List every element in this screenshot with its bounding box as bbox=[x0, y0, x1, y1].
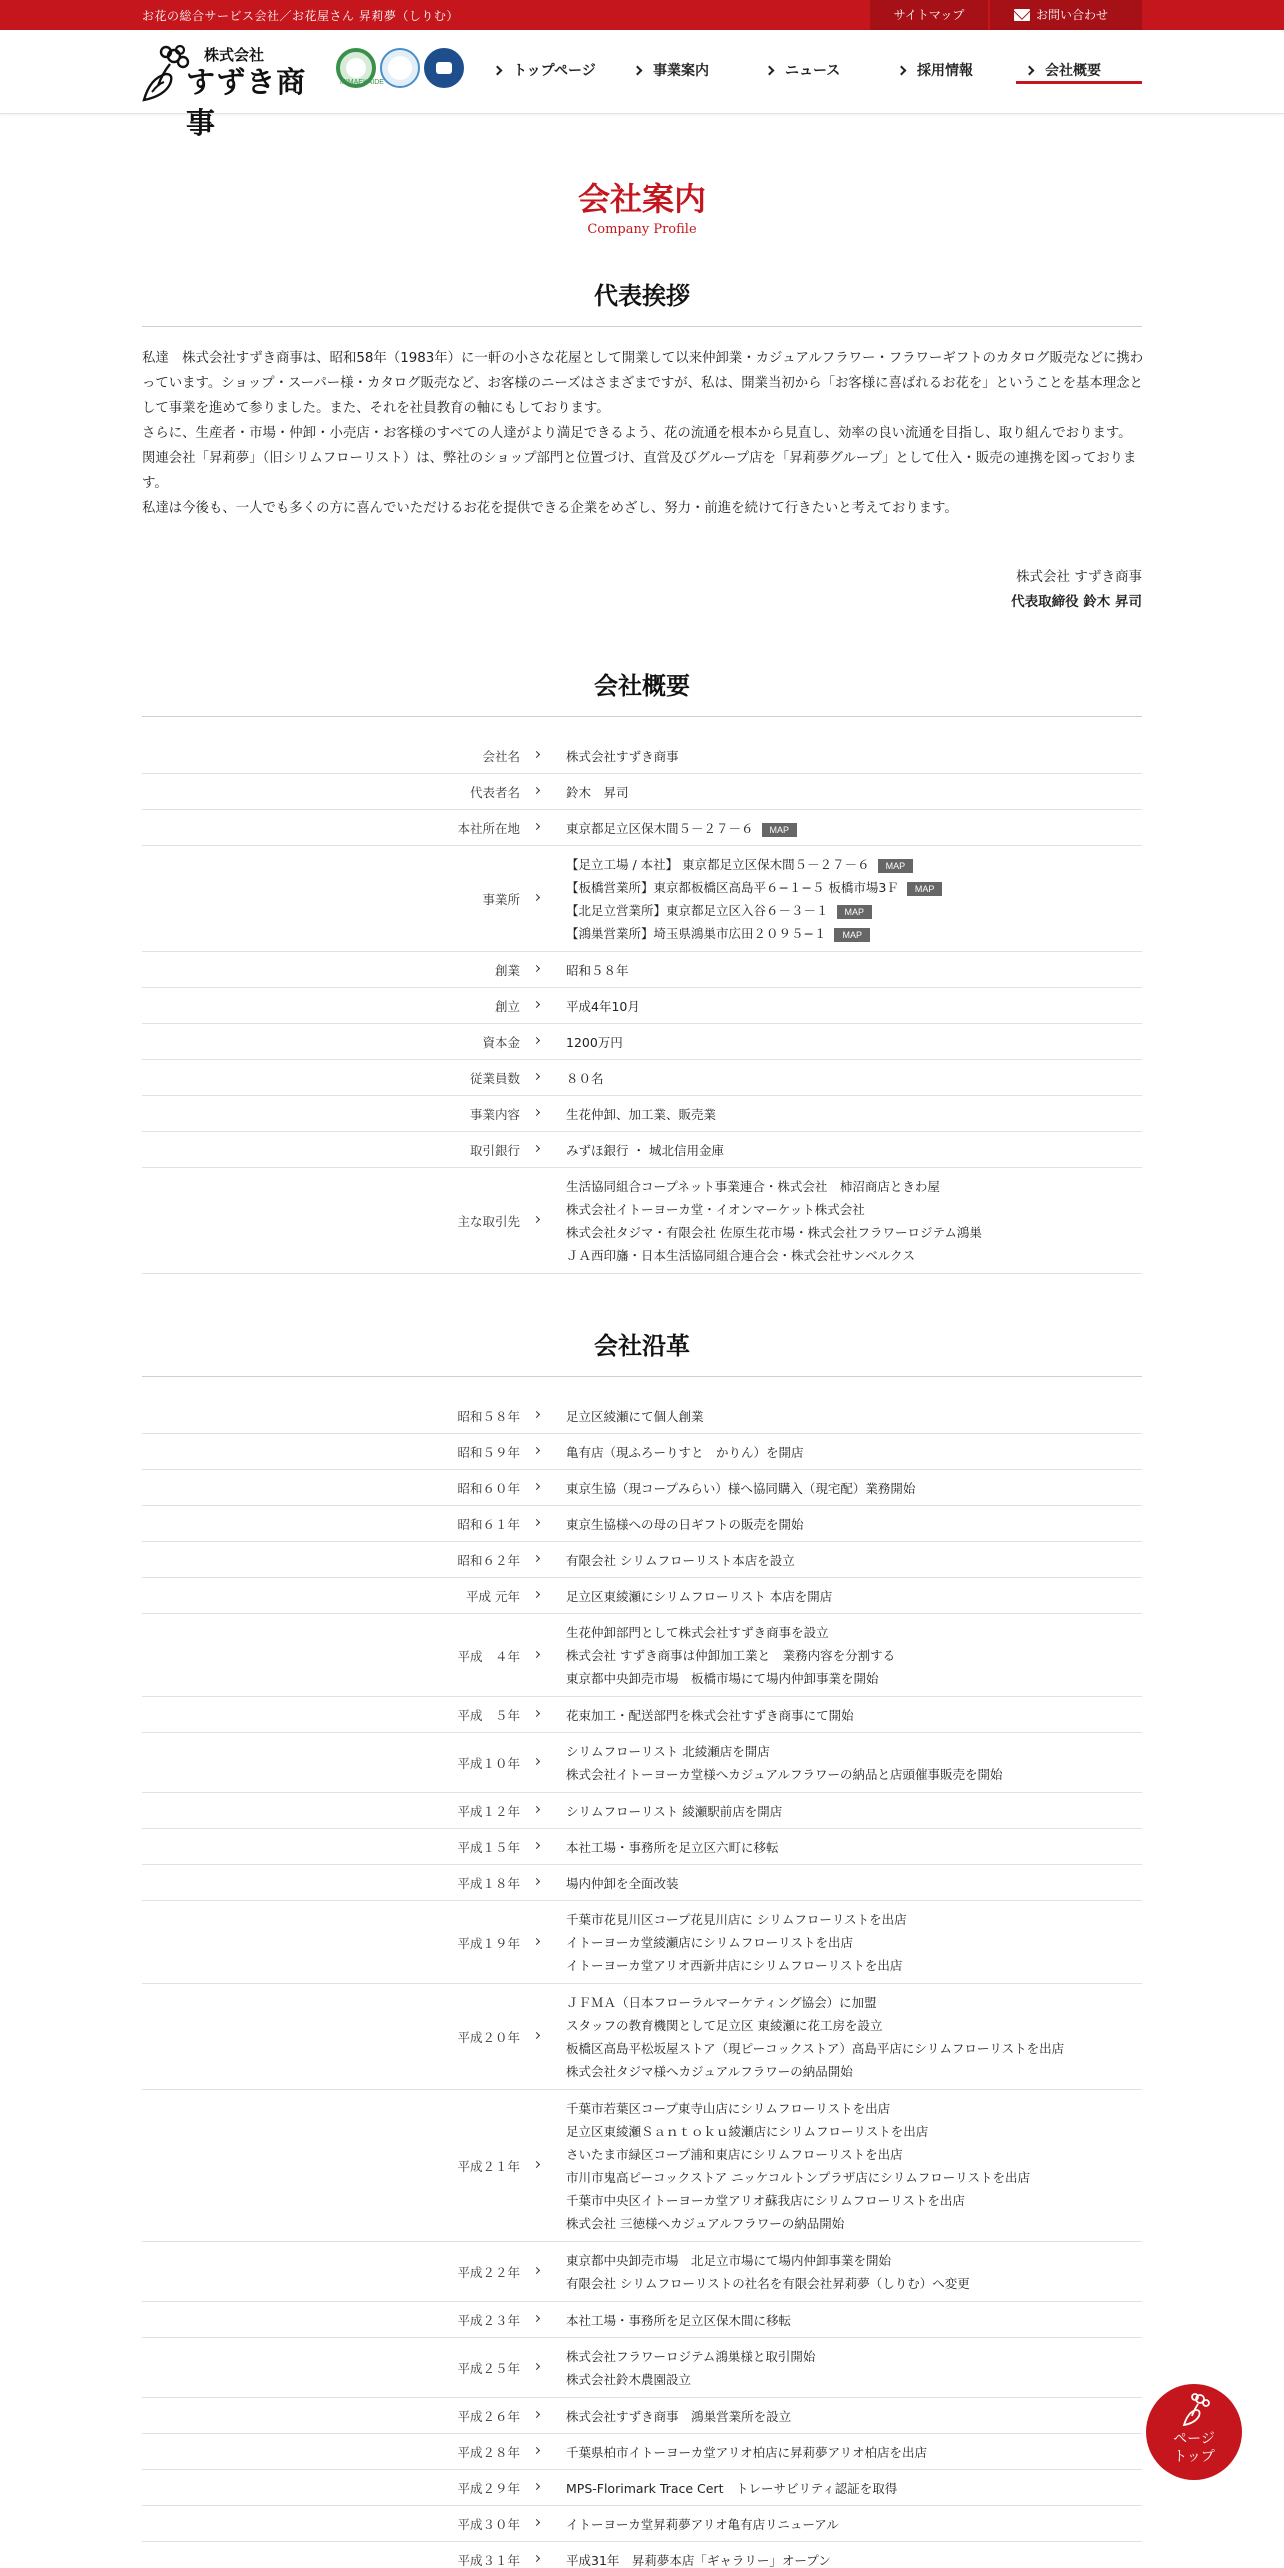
row-value bbox=[566, 781, 1142, 804]
chevron-right-icon bbox=[533, 823, 540, 830]
table-row bbox=[142, 846, 1142, 952]
value-line bbox=[566, 2166, 1142, 2189]
row-value bbox=[566, 1740, 1142, 1786]
chevron-right-icon bbox=[533, 1411, 540, 1418]
page-top-label-2: トップ bbox=[1173, 2449, 1215, 2465]
value-text: スタッフの教育機関として足立区 東綾瀬に花工房を設立 bbox=[566, 2018, 883, 2033]
site-tagline: お花の総合サービス会社／お花屋さん 昇莉夢（しりむ） bbox=[142, 9, 459, 23]
value-line bbox=[566, 1549, 1142, 1572]
row-value bbox=[566, 1175, 1142, 1267]
table-row bbox=[142, 1793, 1142, 1829]
chevron-right-icon bbox=[533, 2161, 540, 2168]
table-row bbox=[142, 1697, 1142, 1733]
truck-badge-icon bbox=[424, 48, 464, 88]
value-line bbox=[566, 1800, 1142, 1823]
table-row bbox=[142, 810, 1142, 846]
greeting-paragraph: さらに、生産者・市場・仲卸・小売店・お客様のすべての人達がより満足できるよう、花の流通を根本から見直し、効率の良い流通を目指し、取り組んでおります。 bbox=[142, 426, 1132, 441]
table-row bbox=[142, 952, 1142, 988]
table-row bbox=[142, 2470, 1142, 2506]
value-line bbox=[566, 1103, 1142, 1126]
row-label: 創立 bbox=[494, 999, 520, 1014]
table-row bbox=[142, 1901, 1142, 1984]
main-nav bbox=[494, 30, 1142, 114]
row-value bbox=[566, 2345, 1142, 2391]
nav-company[interactable]: 会社概要 bbox=[1016, 60, 1142, 84]
chevron-right-icon bbox=[533, 2483, 540, 2490]
map-button[interactable]: MAP bbox=[762, 823, 798, 837]
table-row bbox=[142, 1434, 1142, 1470]
value-text: 株式会社すずき商事 鴻巣営業所を設立 bbox=[566, 2409, 792, 2424]
value-line bbox=[566, 2309, 1142, 2332]
row-label: 主な取引先 bbox=[457, 1214, 520, 1229]
row-label: 事業内容 bbox=[469, 1107, 520, 1122]
value-line bbox=[566, 2143, 1142, 2166]
row-value bbox=[566, 1103, 1142, 1126]
row-value bbox=[566, 2097, 1142, 2235]
table-row bbox=[142, 738, 1142, 774]
row-value bbox=[566, 1405, 1142, 1428]
top-bar bbox=[0, 0, 1284, 30]
row-value bbox=[566, 1585, 1142, 1608]
row-label: 代表者名 bbox=[469, 785, 520, 800]
value-text: 昭和５８年 bbox=[566, 963, 629, 978]
row-label: 平成 元年 bbox=[466, 1589, 520, 1604]
mimaekaide-badge-icon: MIMAEKAIDE bbox=[336, 48, 376, 88]
value-line bbox=[566, 995, 1142, 1018]
value-text: 東京都足立区保木間５－２７－６ bbox=[566, 821, 754, 836]
row-value bbox=[566, 745, 1142, 768]
row-label: 平成２３年 bbox=[457, 2313, 520, 2328]
row-value bbox=[566, 1441, 1142, 1464]
logo-name: すずき商事 bbox=[186, 65, 307, 140]
value-line bbox=[566, 2272, 1142, 2295]
value-text: みずほ銀行 ・ 城北信用金庫 bbox=[566, 1143, 724, 1158]
value-text: さいたま市緑区コープ浦和東店にシリムフローリストを出店 bbox=[566, 2147, 903, 2162]
value-text: MPS-Florimark Trace Cert トレーサビリティ認証を取得 bbox=[566, 2481, 898, 2496]
chevron-right-icon bbox=[533, 787, 540, 794]
value-line bbox=[566, 2097, 1142, 2120]
value-line bbox=[566, 2513, 1142, 2536]
row-label: 従業員数 bbox=[469, 1071, 520, 1086]
value-text: 生活協同組合コープネット事業連合・株式会社 柿沼商店ときわ屋 bbox=[566, 1179, 940, 1194]
value-line bbox=[566, 1740, 1142, 1763]
row-value bbox=[566, 1067, 1142, 1090]
chevron-right-icon bbox=[897, 66, 907, 76]
row-label: 平成２６年 bbox=[457, 2409, 520, 2424]
row-label: 平成２５年 bbox=[457, 2361, 520, 2376]
row-label: 平成 ４年 bbox=[457, 1648, 520, 1664]
nav-top-page[interactable]: トップページ bbox=[494, 60, 596, 84]
value-text: 株式会社フラワーロジテム鴻巣様と取引開始 bbox=[566, 2349, 816, 2364]
chevron-right-icon bbox=[533, 1447, 540, 1454]
value-text: 【足立工場 / 本社】 東京都足立区保木間５－２７－６ bbox=[566, 857, 870, 872]
chevron-right-icon bbox=[1025, 66, 1035, 76]
nav-business[interactable]: 事業案内 bbox=[634, 60, 709, 84]
page-top-label-1: ページ bbox=[1173, 2431, 1215, 2447]
chevron-right-icon bbox=[533, 1591, 540, 1598]
value-line bbox=[566, 2014, 1142, 2037]
value-text: 板橋区高島平松坂屋ストア（現ピーコックストア）高島平店にシリムフローリストを出店 bbox=[566, 2041, 1065, 2056]
map-button[interactable]: MAP bbox=[878, 859, 914, 873]
row-label: 昭和５８年 bbox=[457, 1409, 520, 1424]
row-value bbox=[566, 2441, 1142, 2464]
row-value bbox=[566, 1139, 1142, 1162]
mail-icon bbox=[1014, 9, 1030, 21]
chevron-right-icon bbox=[765, 66, 775, 76]
chevron-right-icon bbox=[533, 2267, 540, 2274]
chevron-right-icon bbox=[533, 1937, 540, 1944]
value-text: 足立区綾瀬にて個人創業 bbox=[566, 1409, 704, 1424]
row-value bbox=[566, 2405, 1142, 2428]
value-line bbox=[566, 781, 1142, 804]
table-row bbox=[142, 1733, 1142, 1793]
value-line bbox=[566, 1954, 1142, 1977]
table-row bbox=[142, 1984, 1142, 2090]
value-line bbox=[566, 959, 1142, 982]
value-text: イトーヨーカ堂綾瀬店にシリムフローリストを出店 bbox=[566, 1935, 854, 1950]
table-row bbox=[142, 774, 1142, 810]
row-value bbox=[566, 2549, 1142, 2568]
row-label: 昭和５９年 bbox=[457, 1445, 520, 1460]
greeting-paragraph: 私達 株式会社すずき商事は、昭和58年（1983年）に一軒の小さな花屋として開業して以来仲卸業・カジュアルフラワー・フラワーギフトのカタログ販売などに携わっています。ショップ・スーパー様・カタログ販売など、お客様のニーズはさまざまですが、私は、開業当初から「お客様に喜ばれるお花を」ということを基本理念として事業を進めて参りました。また、それを社員教育の軸にもしております。 bbox=[142, 351, 1144, 416]
value-line bbox=[566, 2405, 1142, 2428]
overview-heading: 会社概要 bbox=[594, 672, 690, 700]
greeting-paragraph: 関連会社「昇莉夢」（旧シリムフローリスト）は、弊社のショップ部門と位置づけ、直営及びグループ店を「昇莉夢グループ」として仕入・販売の連携を図っております。 bbox=[142, 451, 1137, 491]
value-line bbox=[566, 1031, 1142, 1054]
flower-icon bbox=[1182, 2392, 1210, 2426]
value-text: 株式会社 三徳様へカジュアルフラワーの納品開始 bbox=[566, 2216, 845, 2231]
value-text: ＪＦＭＡ（日本フローラルマーケティング協会）に加盟 bbox=[566, 1995, 877, 2010]
value-text: 【北足立営業所】東京都足立区入谷６－３－１ bbox=[566, 903, 829, 918]
chevron-right-icon bbox=[533, 1878, 540, 1885]
row-label: 平成１９年 bbox=[457, 1935, 520, 1951]
value-line bbox=[566, 1763, 1142, 1786]
row-label: 平成１８年 bbox=[457, 1876, 520, 1891]
value-text: 株式会社イトーヨーカ堂・イオンマーケット株式会社 bbox=[566, 1202, 865, 1217]
chevron-right-icon bbox=[533, 1758, 540, 1765]
flower-logo-icon bbox=[140, 44, 190, 102]
row-label: 平成１２年 bbox=[457, 1804, 520, 1819]
value-line bbox=[566, 1139, 1142, 1162]
value-text: 有限会社 シリムフローリストの社名を有限会社昇莉夢（しりむ）へ変更 bbox=[566, 2276, 970, 2291]
signature-company: 株式会社 すずき商事 bbox=[1016, 569, 1142, 585]
table-row bbox=[142, 1614, 1142, 1697]
row-value bbox=[566, 1621, 1142, 1690]
chevron-right-icon bbox=[533, 1650, 540, 1657]
chevron-right-icon bbox=[533, 2555, 540, 2562]
value-text: 足立区東綾瀬Ｓａｎｔｏｋｕ綾瀬店にシリムフローリストを出店 bbox=[566, 2124, 929, 2139]
value-text: 東京都中央卸売市場 板橋市場にて場内仲卸事業を開始 bbox=[566, 1671, 879, 1686]
row-label: 平成 ５年 bbox=[457, 1708, 520, 1723]
row-value bbox=[566, 1908, 1142, 1977]
company-logo[interactable] bbox=[140, 42, 326, 140]
value-line bbox=[566, 2060, 1142, 2083]
value-text: 株式会社鈴木農園設立 bbox=[566, 2372, 692, 2387]
history-heading: 会社沿革 bbox=[594, 1332, 690, 1360]
row-label: 平成２８年 bbox=[457, 2445, 520, 2460]
greeting-divider bbox=[142, 326, 1142, 327]
value-text: 株式会社イトーヨーカ堂様へカジュアルフラワーの納品と店頭催事販売を開始 bbox=[566, 1767, 1003, 1782]
value-text: 東京生協（現コープみらい）様へ協同購入（現宅配）業務開始 bbox=[566, 1481, 916, 1496]
row-label: 平成２０年 bbox=[457, 2030, 520, 2045]
row-value bbox=[566, 2249, 1142, 2295]
table-row bbox=[142, 2090, 1142, 2242]
greeting-text bbox=[142, 346, 1144, 521]
value-line bbox=[566, 2441, 1142, 2464]
value-text: 千葉市中央区イトーヨーカ堂アリオ蘇我店にシリムフローリストを出店 bbox=[566, 2193, 965, 2208]
row-value bbox=[566, 2477, 1142, 2500]
table-row bbox=[142, 988, 1142, 1024]
row-value bbox=[566, 1836, 1142, 1859]
value-text: シリムフローリスト 北綾瀬店を開店 bbox=[566, 1744, 770, 1759]
table-row bbox=[142, 2398, 1142, 2434]
chevron-right-icon bbox=[533, 2032, 540, 2039]
chevron-right-icon bbox=[533, 1073, 540, 1080]
table-row bbox=[142, 1168, 1142, 1274]
chevron-right-icon bbox=[533, 1555, 540, 1562]
value-text: イトーヨーカ堂アリオ西新井店にシリムフローリストを出店 bbox=[566, 1958, 903, 1973]
chevron-right-icon bbox=[533, 1519, 540, 1526]
chevron-right-icon bbox=[533, 751, 540, 758]
value-line bbox=[566, 899, 1142, 922]
table-row bbox=[142, 1024, 1142, 1060]
row-label: 平成２２年 bbox=[457, 2265, 520, 2280]
value-line bbox=[566, 2037, 1142, 2060]
map-button[interactable]: MAP bbox=[837, 905, 873, 919]
value-line bbox=[566, 1067, 1142, 1090]
value-text: 生花仲卸、加工業、販売業 bbox=[566, 1107, 717, 1122]
value-text: ＪＡ西印旛・日本生活協同組合連合会・株式会社サンベルクス bbox=[566, 1248, 916, 1263]
sitemap-link[interactable]: サイトマップ bbox=[870, 0, 988, 30]
row-value bbox=[566, 1800, 1142, 1823]
greeting-paragraph: 私達は今後も、一人でも多くの方に喜んでいただけるお花を提供できる企業をめざし、努力・前進を続けて行きたいと考えております。 bbox=[142, 501, 958, 516]
value-text: 東京都中央卸売市場 北足立市場にて場内仲卸事業を開始 bbox=[566, 2253, 892, 2268]
row-value bbox=[566, 1549, 1142, 1572]
value-line bbox=[566, 1836, 1142, 1859]
table-row bbox=[142, 1506, 1142, 1542]
value-text: 株式会社タジマ様へカジュアルフラワーの納品開始 bbox=[566, 2064, 853, 2079]
chevron-right-icon bbox=[533, 1806, 540, 1813]
value-line bbox=[566, 1621, 1142, 1644]
row-label: 平成２９年 bbox=[457, 2481, 520, 2496]
history-divider bbox=[142, 1376, 1142, 1377]
value-line bbox=[566, 1441, 1142, 1464]
value-line bbox=[566, 922, 1142, 945]
row-value bbox=[566, 1704, 1142, 1727]
value-line bbox=[566, 1872, 1142, 1895]
row-value bbox=[566, 853, 1142, 945]
table-row bbox=[142, 2242, 1142, 2302]
value-text: ８０名 bbox=[566, 1071, 604, 1086]
page-top-button[interactable] bbox=[1146, 2384, 1242, 2480]
chevron-right-icon bbox=[533, 1842, 540, 1849]
row-value bbox=[566, 1513, 1142, 1536]
contact-label: お問い合わせ bbox=[1036, 8, 1109, 22]
chevron-right-icon bbox=[533, 2315, 540, 2322]
row-value bbox=[566, 1031, 1142, 1054]
value-text: 本社工場・事務所を足立区六町に移転 bbox=[566, 1840, 779, 1855]
chevron-right-icon bbox=[533, 2447, 540, 2454]
table-row bbox=[142, 1829, 1142, 1865]
chevron-right-icon bbox=[533, 1037, 540, 1044]
row-label: 昭和６０年 bbox=[457, 1481, 520, 1496]
table-row bbox=[142, 2506, 1142, 2542]
table-row bbox=[142, 2302, 1142, 2338]
value-text: 生花仲卸部門として株式会社すずき商事を設立 bbox=[566, 1625, 829, 1640]
value-line bbox=[566, 1513, 1142, 1536]
value-line bbox=[566, 1477, 1142, 1500]
row-label: 平成３０年 bbox=[457, 2517, 520, 2532]
page-title: 会社案内 bbox=[577, 180, 706, 218]
table-row bbox=[142, 2434, 1142, 2470]
row-value bbox=[566, 959, 1142, 982]
page-subtitle: Company Profile bbox=[587, 222, 697, 237]
row-label: 会社名 bbox=[482, 749, 520, 764]
row-value bbox=[566, 1477, 1142, 1500]
value-text: 東京生協様への母の日ギフトの販売を開始 bbox=[566, 1517, 804, 1532]
row-label: 資本金 bbox=[482, 1035, 520, 1050]
value-line bbox=[566, 1175, 1142, 1198]
row-value bbox=[566, 1872, 1142, 1895]
row-label: 平成１０年 bbox=[457, 1756, 520, 1771]
chevron-right-icon bbox=[533, 1001, 540, 1008]
value-line bbox=[566, 817, 1142, 840]
value-line bbox=[566, 1667, 1142, 1690]
value-line bbox=[566, 1991, 1142, 2014]
chevron-right-icon bbox=[533, 894, 540, 901]
value-text: 本社工場・事務所を足立区保木間に移転 bbox=[566, 2313, 792, 2328]
value-text: 花束加工・配送部門を株式会社すずき商事にて開始 bbox=[566, 1708, 854, 1723]
value-line bbox=[566, 2345, 1142, 2368]
greeting-heading: 代表挨拶 bbox=[594, 282, 690, 310]
table-row bbox=[142, 1096, 1142, 1132]
chevron-right-icon bbox=[533, 965, 540, 972]
row-value bbox=[566, 995, 1142, 1018]
value-text: シリムフローリスト 綾瀬駅前店を開店 bbox=[566, 1804, 783, 1819]
value-text: 株式会社 すずき商事は仲卸加工業と 業務内容を分割する bbox=[566, 1648, 896, 1663]
value-line bbox=[566, 2249, 1142, 2272]
row-label: 事業所 bbox=[482, 892, 520, 907]
value-text: 【板橋営業所】東京都板橋区高島平６−１−５ 板橋市場3Ｆ bbox=[566, 880, 899, 895]
chevron-right-icon bbox=[533, 2519, 540, 2526]
value-text: 千葉市若葉区コープ東寺山店にシリムフローリストを出店 bbox=[566, 2101, 891, 2116]
row-label: 平成２１年 bbox=[457, 2159, 520, 2174]
value-line bbox=[566, 2189, 1142, 2212]
chevron-right-icon bbox=[533, 1145, 540, 1152]
row-label: 創業 bbox=[494, 963, 520, 978]
nav-recruit[interactable]: 採用情報 bbox=[898, 60, 973, 84]
table-row bbox=[142, 2338, 1142, 2398]
value-text: 鈴木 昇司 bbox=[566, 785, 629, 800]
nav-news[interactable]: ニュース bbox=[766, 60, 840, 84]
value-text: 市川市鬼高ピーコックストア ニッケコルトンプラザ店にシリムフローリストを出店 bbox=[566, 2170, 1030, 2185]
value-text: 亀有店（現ふろーりすと かりん）を開店 bbox=[566, 1445, 804, 1460]
value-text: 平成31年 昇莉夢本店「ギャラリー」オープン bbox=[566, 2553, 831, 2568]
row-label: 昭和６２年 bbox=[457, 1553, 520, 1568]
value-line bbox=[566, 1198, 1142, 1221]
row-label: 平成１５年 bbox=[457, 1840, 520, 1855]
row-value bbox=[566, 817, 1142, 840]
chevron-right-icon bbox=[533, 1483, 540, 1490]
chevron-right-icon bbox=[533, 2411, 540, 2418]
value-line bbox=[566, 1931, 1142, 1954]
table-row bbox=[142, 1470, 1142, 1506]
table-row bbox=[142, 1865, 1142, 1901]
value-line bbox=[566, 1644, 1142, 1667]
value-text: 足立区東綾瀬にシリムフローリスト 本店を開店 bbox=[566, 1589, 833, 1604]
site-header bbox=[0, 30, 1284, 140]
value-line bbox=[566, 745, 1142, 768]
table-row bbox=[142, 1398, 1142, 1434]
chevron-right-icon bbox=[533, 2363, 540, 2370]
value-line bbox=[566, 1908, 1142, 1931]
table-row bbox=[142, 1578, 1142, 1614]
value-line bbox=[566, 1704, 1142, 1727]
value-line bbox=[566, 1221, 1142, 1244]
signature-name: 代表取締役 鈴木 昇司 bbox=[1011, 594, 1142, 610]
value-line bbox=[566, 2477, 1142, 2500]
value-text: 千葉県柏市イトーヨーカ堂アリオ柏店に昇莉夢アリオ柏店を出店 bbox=[566, 2445, 928, 2460]
row-value bbox=[566, 2513, 1142, 2536]
value-text: イトーヨーカ堂昇莉夢アリオ亀有店リニューアル bbox=[566, 2517, 839, 2532]
value-line bbox=[566, 2212, 1142, 2235]
row-label: 本社所在地 bbox=[457, 821, 520, 836]
chevron-right-icon bbox=[533, 1109, 540, 1116]
chevron-right-icon bbox=[493, 66, 503, 76]
certification-badge-icon bbox=[380, 48, 420, 88]
value-text: 1200万円 bbox=[566, 1035, 623, 1050]
value-text: 【鴻巣営業所】埼玉県鴻巣市広田２０９５−１ bbox=[566, 926, 827, 941]
map-button[interactable]: MAP bbox=[907, 882, 943, 896]
table-row bbox=[142, 2542, 1142, 2568]
row-value bbox=[566, 1991, 1142, 2083]
value-text: 株式会社すずき商事 bbox=[566, 749, 679, 764]
value-text: 千葉市花見川区コープ花見川店に シリムフローリストを出店 bbox=[566, 1912, 907, 1927]
chevron-right-icon bbox=[633, 66, 643, 76]
row-label: 平成３１年 bbox=[457, 2553, 520, 2568]
value-text: 株式会社タジマ・有限会社 佐原生花市場・株式会社フラワーロジテム鴻巣 bbox=[566, 1225, 982, 1240]
overview-divider bbox=[142, 716, 1142, 717]
value-line bbox=[566, 853, 1142, 876]
value-line bbox=[566, 876, 1142, 899]
value-text: 場内仲卸を全面改装 bbox=[566, 1876, 679, 1891]
value-line bbox=[566, 2549, 1142, 2568]
value-text: 有限会社 シリムフローリスト本店を設立 bbox=[566, 1553, 795, 1568]
table-row bbox=[142, 1542, 1142, 1578]
value-line bbox=[566, 1585, 1142, 1608]
value-line bbox=[566, 2368, 1142, 2391]
map-button[interactable]: MAP bbox=[834, 928, 870, 942]
logo-prefix: 株式会社 bbox=[204, 46, 265, 64]
table-row bbox=[142, 1132, 1142, 1168]
contact-link[interactable] bbox=[990, 0, 1142, 30]
table-row bbox=[142, 1060, 1142, 1096]
value-line bbox=[566, 2120, 1142, 2143]
row-value bbox=[566, 2309, 1142, 2332]
chevron-right-icon bbox=[533, 1710, 540, 1717]
value-line bbox=[566, 1405, 1142, 1428]
value-text: 平成4年10月 bbox=[566, 999, 640, 1014]
chevron-right-icon bbox=[533, 1216, 540, 1223]
row-label: 取引銀行 bbox=[469, 1143, 520, 1158]
row-label: 昭和６１年 bbox=[457, 1517, 520, 1532]
value-line bbox=[566, 1244, 1142, 1267]
